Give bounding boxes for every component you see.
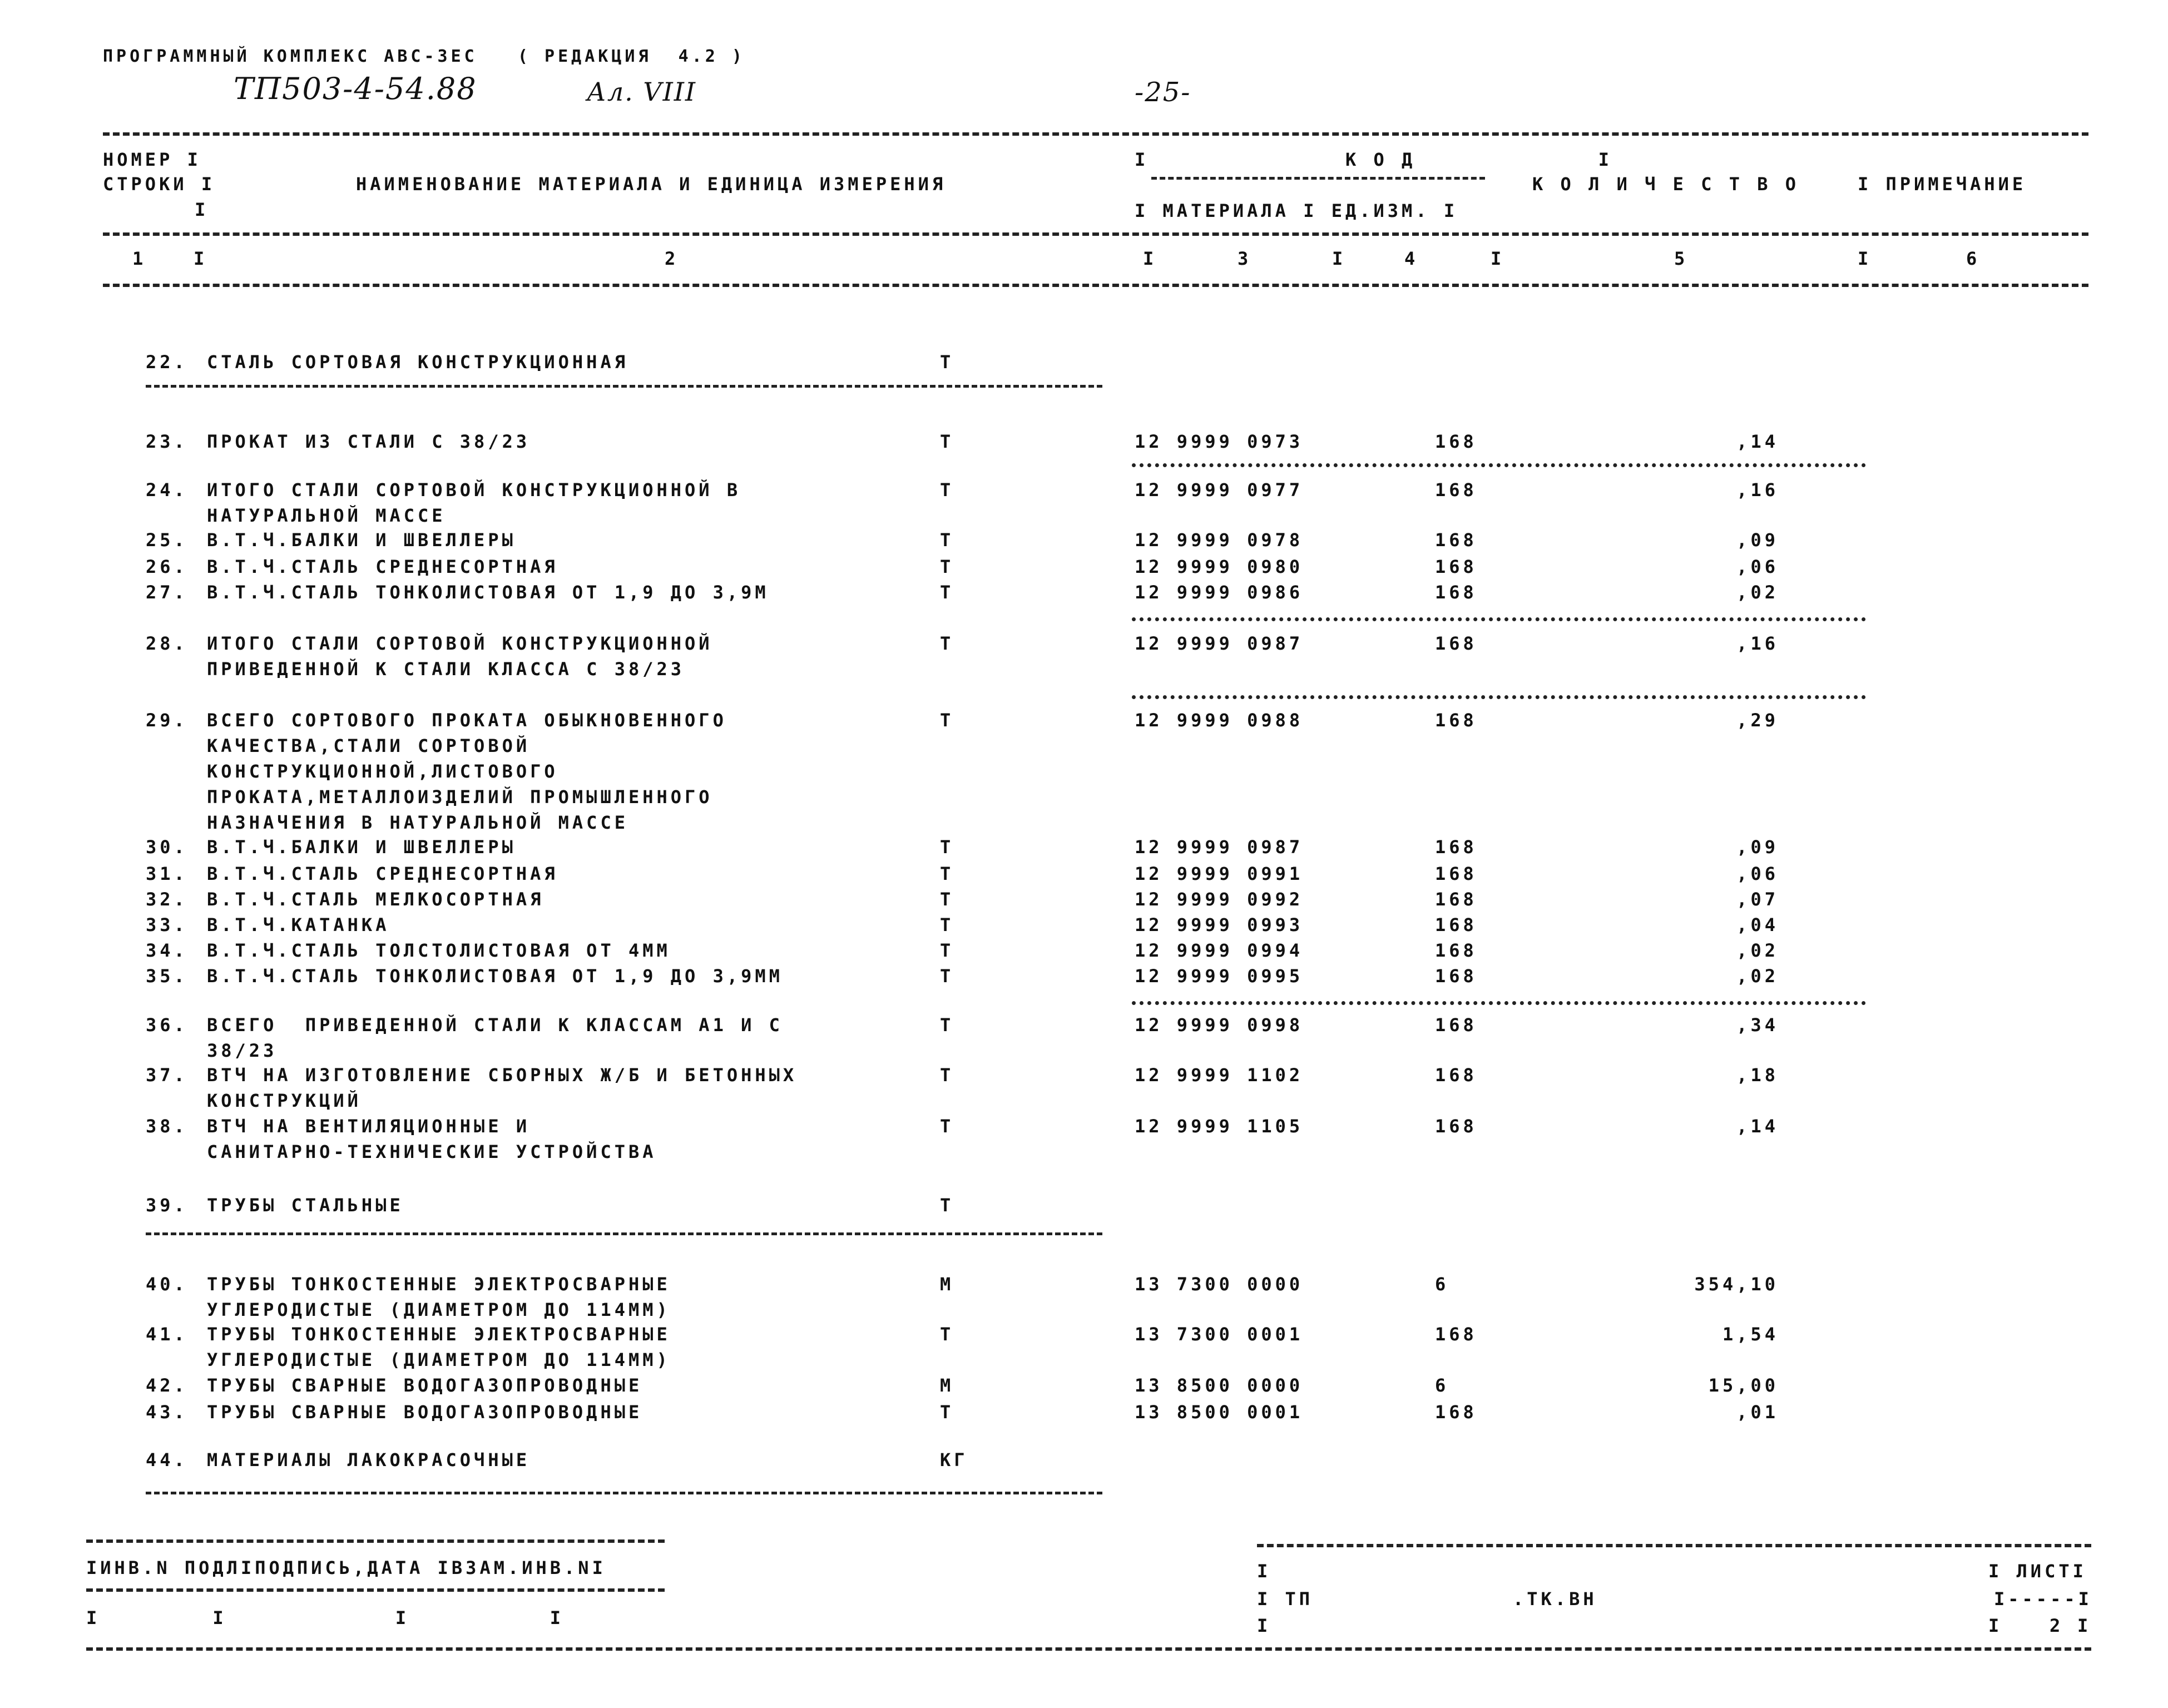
row-unit-code: 168	[1435, 1065, 1477, 1086]
row-quantity: 15,00	[1708, 1375, 1779, 1396]
row-name-line: ИТОГО СТАЛИ СОРТОВОЙ КОНСТРУКЦИОННОЙ В	[207, 479, 741, 501]
table-row	[0, 351, 2168, 377]
row-unit: Т	[940, 556, 954, 577]
row-quantity: ,09	[1736, 529, 1779, 551]
table-row	[0, 479, 2168, 531]
header-num-1: 1	[132, 248, 147, 269]
row-unit: Т	[940, 1014, 954, 1036]
header-num-5: 5	[1674, 248, 1689, 269]
table-row	[0, 863, 2168, 889]
row-name-line: ПРОКАТА,МЕТАЛЛОИЗДЕЛИЙ ПРОМЫШЛЕННОГО	[207, 786, 713, 808]
footer-left-top-rule	[86, 1539, 665, 1543]
header-top-rule	[103, 132, 2088, 136]
row-material-code: 13 7300 0001	[1135, 1324, 1304, 1345]
row-number: 44.	[146, 1449, 188, 1471]
row-number: 38.	[146, 1116, 188, 1137]
row-unit: М	[940, 1375, 954, 1396]
row-material-code: 12 9999 0987	[1135, 633, 1304, 654]
row-material-code: 12 9999 0977	[1135, 479, 1304, 501]
row-name-line: ТРУБЫ ТОНКОСТЕННЫЕ ЭЛЕКТРОСВАРНЫЕ	[207, 1274, 671, 1295]
row-quantity: ,34	[1736, 1014, 1779, 1036]
row-quantity: ,18	[1736, 1065, 1779, 1086]
row-number: 33.	[146, 914, 188, 935]
row-unit-code: 168	[1435, 431, 1477, 452]
row-unit-code: 168	[1435, 914, 1477, 935]
row-quantity: ,29	[1736, 710, 1779, 731]
row-number: 26.	[146, 556, 188, 577]
footer-signature-header: IИНВ.N ПОДЛIПОДПИСЬ,ДАТА IВЗАМ.ИНВ.NI	[86, 1557, 606, 1578]
subtotal-separator	[1132, 695, 1866, 699]
row-name-line: ТРУБЫ СТАЛЬНЫЕ	[207, 1195, 404, 1216]
table-row	[0, 1274, 2168, 1325]
row-unit: Т	[940, 1116, 954, 1137]
row-quantity: ,06	[1736, 556, 1779, 577]
table-row	[0, 1449, 2168, 1475]
row-number: 29.	[146, 710, 188, 731]
row-unit-code: 168	[1435, 966, 1477, 987]
row-unit-code: 168	[1435, 1014, 1477, 1036]
footer-tk: .ТК.ВН	[1513, 1588, 1597, 1610]
row-quantity: ,14	[1736, 431, 1779, 452]
row-name-line: ВТЧ НА ВЕНТИЛЯЦИОННЫЕ И	[207, 1116, 531, 1137]
table-row	[0, 633, 2168, 684]
row-material-code: 12 9999 0987	[1135, 836, 1304, 858]
header-num-2: 2	[665, 248, 679, 269]
row-unit-code: 168	[1435, 556, 1477, 577]
row-number: 37.	[146, 1065, 188, 1086]
row-quantity: ,02	[1736, 966, 1779, 987]
table-row	[0, 836, 2168, 862]
row-unit: Т	[940, 863, 954, 884]
table-row	[0, 1014, 2168, 1066]
row-name-line: ИТОГО СТАЛИ СОРТОВОЙ КОНСТРУКЦИОННОЙ	[207, 633, 713, 654]
row-name-line: ТРУБЫ СВАРНЫЕ ВОДОГАЗОПРОВОДНЫЕ	[207, 1402, 643, 1423]
footer-sheet-label: I ЛИСТI	[1988, 1561, 2087, 1582]
subtotal-separator	[1132, 1001, 1866, 1005]
program-line: ПРОГРАММНЫЙ КОМПЛЕКС АВС-ЗЕС ( РЕДАКЦИЯ 4.2 )	[103, 47, 745, 66]
row-unit: Т	[940, 914, 954, 935]
row-unit: Т	[940, 479, 954, 501]
row-unit: Т	[940, 633, 954, 654]
row-number: 23.	[146, 431, 188, 452]
header-col1-line1: НОМЕР I	[103, 149, 201, 170]
row-material-code: 13 8500 0000	[1135, 1375, 1304, 1396]
row-name-line: ПРОКАТ ИЗ СТАЛИ С 38/23	[207, 431, 531, 452]
table-row	[0, 1195, 2168, 1220]
row-unit-code: 168	[1435, 582, 1477, 603]
row-name-line: ПРИВЕДЕННОЙ К СТАЛИ КЛАССА С 38/23	[207, 659, 685, 680]
footer-sep: I	[1257, 1561, 1271, 1582]
table-row	[0, 966, 2168, 991]
table-row	[0, 1375, 2168, 1400]
row-unit-code: 6	[1435, 1274, 1449, 1295]
table-row	[0, 1324, 2168, 1375]
header-sep: I	[1491, 248, 1505, 269]
row-unit: Т	[940, 529, 954, 551]
row-name-line: ТРУБЫ ТОНКОСТЕННЫЕ ЭЛЕКТРОСВАРНЫЕ	[207, 1324, 671, 1345]
footer-sep: I	[1988, 1615, 2003, 1636]
row-material-code: 13 8500 0001	[1135, 1402, 1304, 1423]
row-name-line: СТАЛЬ СОРТОВАЯ КОНСТРУКЦИОННАЯ	[207, 351, 628, 373]
row-name-line: КОНСТРУКЦИЙ	[207, 1090, 362, 1111]
row-unit-code: 6	[1435, 1375, 1449, 1396]
row-unit: Т	[940, 431, 954, 452]
row-name-line: ВСЕГО ПРИВЕДЕННОЙ СТАЛИ К КЛАССАМ А1 И С	[207, 1014, 783, 1036]
table-row	[0, 940, 2168, 966]
row-number: 25.	[146, 529, 188, 551]
row-unit-code: 168	[1435, 940, 1477, 961]
row-unit-code: 168	[1435, 889, 1477, 910]
row-number: 42.	[146, 1375, 188, 1396]
doc-code: ТП503-4-54.88	[234, 71, 477, 106]
row-name-line: НАЗНАЧЕНИЯ В НАТУРАЛЬНОЙ МАССЕ	[207, 812, 628, 833]
table-row	[0, 431, 2168, 457]
row-material-code: 13 7300 0000	[1135, 1274, 1304, 1295]
row-name-line: ВСЕГО СОРТОВОГО ПРОКАТА ОБЫКНОВЕННОГО	[207, 710, 727, 731]
footer-left-mid-rule	[86, 1588, 665, 1592]
header-sep: I	[1858, 248, 1872, 269]
row-name-line: В.Т.Ч.СТАЛЬ ТОНКОЛИСТОВАЯ ОТ 1,9 ДО 3,9ММ	[207, 966, 783, 987]
row-unit-code: 168	[1435, 1402, 1477, 1423]
row-quantity: ,04	[1736, 914, 1779, 935]
page-number: -25-	[1135, 77, 1191, 108]
row-quantity: ,16	[1736, 633, 1779, 654]
album-label: Ал. VIII	[587, 77, 697, 107]
row-material-code: 12 9999 0991	[1135, 863, 1304, 884]
row-number: 43.	[146, 1402, 188, 1423]
row-material-code: 12 9999 0993	[1135, 914, 1304, 935]
row-name-line: В.Т.Ч.БАЛКИ И ШВЕЛЛЕРЫ	[207, 836, 516, 858]
table-row	[0, 914, 2168, 940]
row-name-line: В.Т.Ч.БАЛКИ И ШВЕЛЛЕРЫ	[207, 529, 516, 551]
row-unit-code: 168	[1435, 479, 1477, 501]
row-name-line: ТРУБЫ СВАРНЫЕ ВОДОГАЗОПРОВОДНЫЕ	[207, 1375, 643, 1396]
header-col2: НАИМЕНОВАНИЕ МАТЕРИАЛА И ЕДИНИЦА ИЗМЕРЕНИЯ	[356, 174, 947, 195]
row-unit: КГ	[940, 1449, 968, 1471]
footer-right-top-rule	[1257, 1544, 2091, 1547]
row-name-line: НАТУРАЛЬНОЙ МАССЕ	[207, 505, 446, 526]
header-code-sub: I МАТЕРИАЛА I ЕД.ИЗМ. I	[1135, 200, 1458, 221]
row-unit: Т	[940, 836, 954, 858]
row-unit: Т	[940, 1065, 954, 1086]
header-bottom-rule	[103, 284, 2088, 287]
row-unit: Т	[940, 582, 954, 603]
row-unit: Т	[940, 1195, 954, 1216]
row-unit-code: 168	[1435, 863, 1477, 884]
footer-sheet-number: 2	[2050, 1615, 2064, 1636]
row-material-code: 12 9999 0992	[1135, 889, 1304, 910]
row-quantity: ,02	[1736, 940, 1779, 961]
row-quantity: ,06	[1736, 863, 1779, 884]
row-material-code: 12 9999 0995	[1135, 966, 1304, 987]
row-name-line: КАЧЕСТВА,СТАЛИ СОРТОВОЙ	[207, 735, 531, 756]
row-quantity: 1,54	[1722, 1324, 1779, 1345]
section-underline	[146, 1492, 1102, 1494]
row-name-line: В.Т.Ч.СТАЛЬ МЕЛКОСОРТНАЯ	[207, 889, 545, 910]
header-mid-rule	[103, 232, 2088, 236]
row-number: 39.	[146, 1195, 188, 1216]
row-name-line: МАТЕРИАЛЫ ЛАКОКРАСОЧНЫЕ	[207, 1449, 531, 1471]
header-note: I ПРИМЕЧАНИЕ	[1858, 174, 2027, 195]
row-name-line: КОНСТРУКЦИОННОЙ,ЛИСТОВОГО	[207, 761, 558, 782]
row-unit-code: 168	[1435, 710, 1477, 731]
subtotal-separator	[1132, 463, 1866, 467]
row-name-line: УГЛЕРОДИСТЫЕ (ДИАМЕТРОМ ДО 114ММ)	[207, 1349, 671, 1370]
row-number: 35.	[146, 966, 188, 987]
row-name-line: В.Т.Ч.КАТАНКА	[207, 914, 390, 935]
header-num-6: 6	[1966, 248, 1981, 269]
row-number: 40.	[146, 1274, 188, 1295]
footer-bottom-rule	[86, 1647, 2091, 1651]
row-quantity: ,01	[1736, 1402, 1779, 1423]
row-name-line: УГЛЕРОДИСТЫЕ (ДИАМЕТРОМ ДО 114ММ)	[207, 1299, 671, 1320]
header-col1-line2: СТРОКИ I	[103, 174, 216, 195]
row-number: 31.	[146, 863, 188, 884]
footer-sep: I	[2077, 1615, 2092, 1636]
row-unit: Т	[940, 1324, 954, 1345]
header-num-3: 3	[1238, 248, 1252, 269]
table-row	[0, 1402, 2168, 1427]
row-material-code: 12 9999 0980	[1135, 556, 1304, 577]
row-number: 28.	[146, 633, 188, 654]
header-sep: I	[1143, 248, 1157, 269]
section-underline	[146, 1232, 1102, 1235]
row-name-line: В.Т.Ч.СТАЛЬ СРЕДНЕСОРТНАЯ	[207, 863, 558, 884]
row-name-line: 38/23	[207, 1040, 278, 1061]
row-name-line: ВТЧ НА ИЗГОТОВЛЕНИЕ СБОРНЫХ Ж/Б И БЕТОННЫХ	[207, 1065, 798, 1086]
footer-sheet-rule: I-----I	[1994, 1588, 2092, 1610]
row-unit-code: 168	[1435, 836, 1477, 858]
row-name-line: В.Т.Ч.СТАЛЬ СРЕДНЕСОРТНАЯ	[207, 556, 558, 577]
row-unit: Т	[940, 889, 954, 910]
row-unit: Т	[940, 940, 954, 961]
footer-sep: I	[1257, 1615, 1271, 1636]
table-row	[0, 710, 2168, 838]
row-material-code: 12 9999 0978	[1135, 529, 1304, 551]
row-number: 36.	[146, 1014, 188, 1036]
row-number: 24.	[146, 479, 188, 501]
row-material-code: 12 9999 0998	[1135, 1014, 1304, 1036]
table-row	[0, 582, 2168, 607]
row-unit: М	[940, 1274, 954, 1295]
row-quantity: ,14	[1736, 1116, 1779, 1137]
row-unit: Т	[940, 966, 954, 987]
table-row	[0, 1065, 2168, 1116]
table-row	[0, 529, 2168, 555]
row-material-code: 12 9999 1105	[1135, 1116, 1304, 1137]
row-number: 27.	[146, 582, 188, 603]
row-quantity: ,07	[1736, 889, 1779, 910]
table-row	[0, 1116, 2168, 1167]
header-qty: К О Л И Ч Е С Т В О	[1532, 174, 1800, 195]
row-unit: Т	[940, 1402, 954, 1423]
row-unit: Т	[940, 710, 954, 731]
row-material-code: 12 9999 1102	[1135, 1065, 1304, 1086]
row-quantity: ,02	[1736, 582, 1779, 603]
row-quantity: ,16	[1736, 479, 1779, 501]
row-unit: Т	[940, 351, 954, 373]
row-unit-code: 168	[1435, 529, 1477, 551]
row-quantity: 354,10	[1694, 1274, 1779, 1295]
row-number: 41.	[146, 1324, 188, 1345]
header-col1-line3: I	[195, 199, 209, 220]
footer-signature-cells: I I I I	[86, 1607, 565, 1628]
row-name-line: САНИТАРНО-ТЕХНИЧЕСКИЕ УСТРОЙСТВА	[207, 1141, 657, 1162]
row-material-code: 12 9999 0973	[1135, 431, 1304, 452]
row-number: 32.	[146, 889, 188, 910]
row-material-code: 12 9999 0988	[1135, 710, 1304, 731]
table-row	[0, 889, 2168, 914]
header-sep: I	[194, 248, 208, 269]
row-material-code: 12 9999 0994	[1135, 940, 1304, 961]
header-sep: I	[1332, 248, 1347, 269]
row-material-code: 12 9999 0986	[1135, 582, 1304, 603]
row-unit-code: 168	[1435, 1324, 1477, 1345]
header-num-4: 4	[1404, 248, 1419, 269]
row-number: 30.	[146, 836, 188, 858]
subtotal-separator	[1132, 617, 1866, 621]
header-code-title: I К О Д I	[1135, 149, 1613, 170]
row-unit-code: 168	[1435, 1116, 1477, 1137]
row-number: 34.	[146, 940, 188, 961]
footer-tp: I ТП	[1257, 1588, 1314, 1610]
table-row	[0, 556, 2168, 582]
header-code-rule	[1151, 177, 1485, 180]
row-quantity: ,09	[1736, 836, 1779, 858]
row-unit-code: 168	[1435, 633, 1477, 654]
row-number: 22.	[146, 351, 188, 373]
row-name-line: В.Т.Ч.СТАЛЬ ТОЛСТОЛИСТОВАЯ ОТ 4ММ	[207, 940, 671, 961]
row-name-line: В.Т.Ч.СТАЛЬ ТОНКОЛИСТОВАЯ ОТ 1,9 ДО 3,9М	[207, 582, 769, 603]
section-underline	[146, 385, 1102, 388]
